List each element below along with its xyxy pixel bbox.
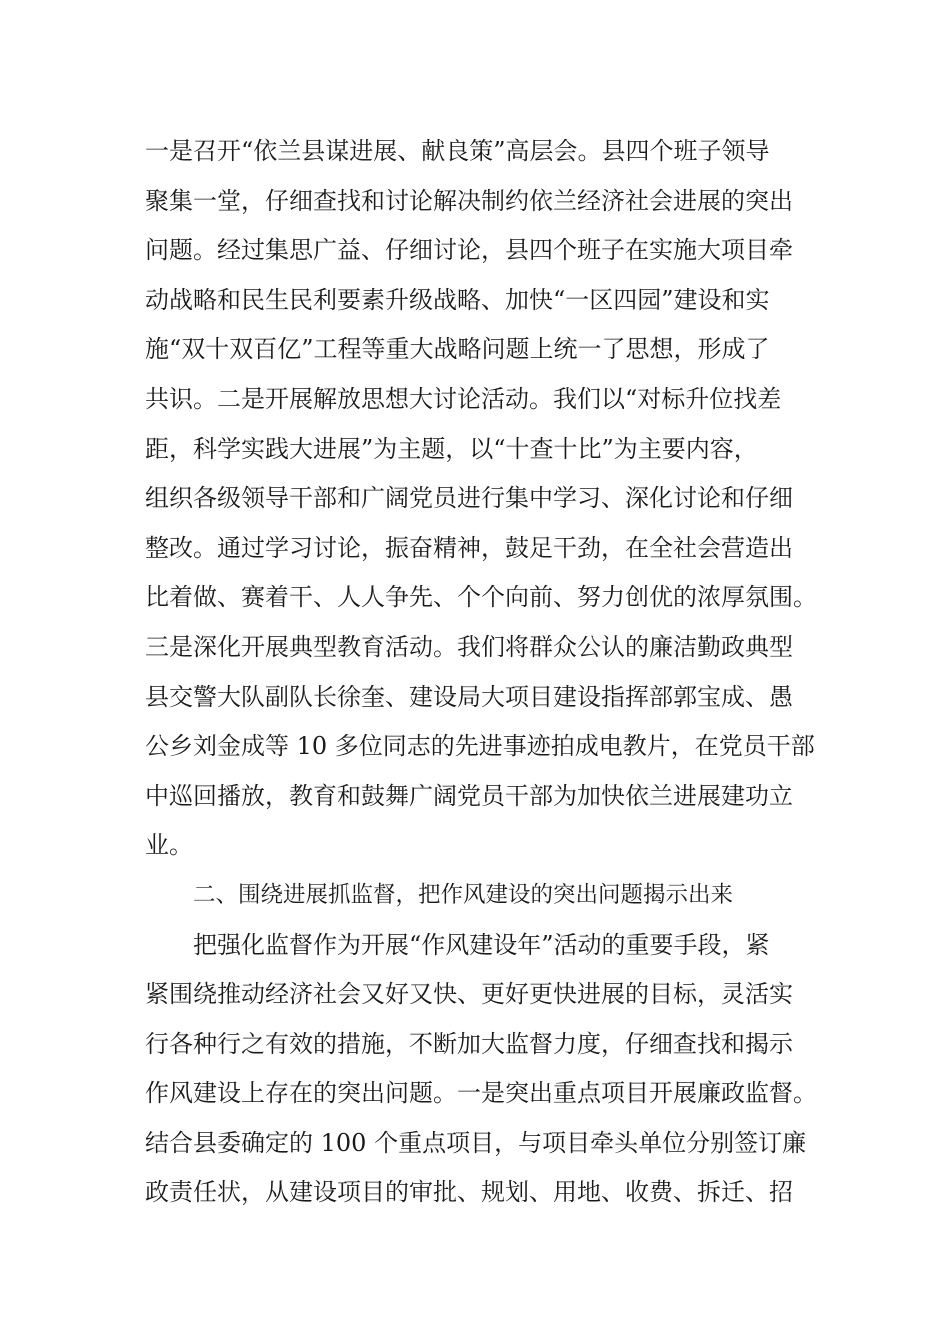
paragraph-line: 业。 <box>145 831 193 860</box>
paragraph-line: 行各种行之有效的措施，不断加大监督力度，仔细查找和揭示 <box>145 1029 793 1058</box>
paragraph-line: 结合县委确定的 100 个重点项目，与项目牵头单位分别签订廉 <box>145 1128 807 1157</box>
paragraph-line: 县交警大队副队长徐奎、建设局大项目建设指挥部郭宝成、愚 <box>145 682 793 711</box>
paragraph-line: 三是深化开展典型教育活动。我们将群众公认的廉洁勤政典型 <box>145 632 793 661</box>
paragraph-line: 聚集一堂，仔细查找和讨论解决制约依兰经济社会进展的突出 <box>145 186 793 215</box>
paragraph-line: 组织各级领导干部和广阔党员进行集中学习、深化讨论和仔细 <box>145 484 793 513</box>
paragraph-line: 整改。通过学习讨论，振奋精神，鼓足干劲，在全社会营造出 <box>145 533 793 562</box>
paragraph-line: 作风建设上存在的突出问题。一是突出重点项目开展廉政监督。 <box>145 1079 817 1108</box>
section-heading: 二、围绕进展抓监督，把作风建设的突出问题揭示出来 <box>193 881 734 908</box>
paragraph-line: 紧围绕推动经济社会又好又快、更好更快进展的目标，灵活实 <box>145 980 793 1009</box>
paragraph-line: 政责任状，从建设项目的审批、规划、用地、收费、拆迁、招 <box>145 1178 793 1207</box>
paragraph-line: 施“双十双百亿”工程等重大战略问题上统一了思想，形成了 <box>145 335 770 364</box>
paragraph-line: 距，科学实践大进展”为主题，以“十查十比”为主要内容， <box>145 434 758 463</box>
paragraph-line: 问题。经过集思广益、仔细讨论，县四个班子在实施大项目牵 <box>145 236 793 265</box>
paragraph-line: 把强化监督作为开展“作风建设年”活动的重要手段，紧 <box>193 930 770 959</box>
document-body <box>145 127 817 1218</box>
paragraph-line: 中巡回播放，教育和鼓舞广阔党员干部为加快依兰进展建功立 <box>145 781 793 810</box>
paragraph-line: 比着做、赛着干、人人争先、个个向前、努力创优的浓厚氛围。 <box>145 583 817 612</box>
paragraph-line: 公乡刘金成等 10 多位同志的先进事迹拍成电教片，在党员干部 <box>145 732 815 761</box>
paragraph-line: 一是召开“依兰县谋进展、献良策”高层会。县四个班子领导 <box>145 137 770 165</box>
paragraph-line: 动战略和民生民利要素升级战略、加快“一区四园”建设和实 <box>145 285 770 314</box>
paragraph-line: 共识。二是开展解放思想大讨论活动。我们以“对标升位找差 <box>145 384 782 413</box>
